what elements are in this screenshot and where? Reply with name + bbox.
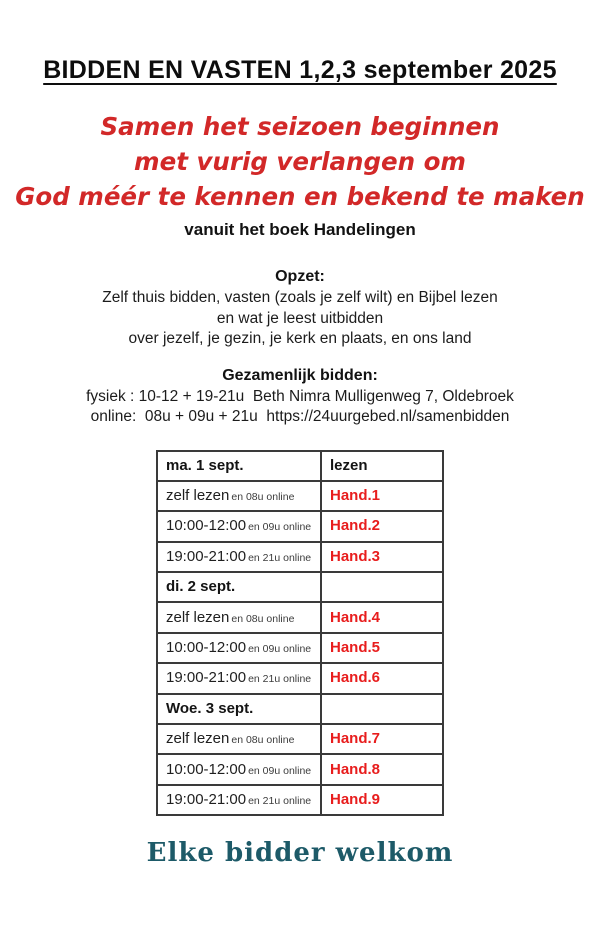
reading-label: Hand.9: [330, 790, 381, 808]
online-note: en 08u online: [231, 612, 295, 625]
online-note: en 09u online: [248, 643, 312, 656]
reading-cell: [321, 663, 443, 693]
online-note: en 21u online: [248, 673, 312, 686]
online-note: en 08u online: [231, 491, 295, 504]
page-title: BIDDEN EN VASTEN 1,2,3 september 2025: [43, 56, 557, 84]
table-row: [157, 481, 443, 511]
reading-cell: [321, 602, 443, 632]
day-cell: [157, 694, 321, 724]
tagline-line-3: God méér te kennen en bekend te maken: [15, 182, 585, 211]
time-label: zelf lezen: [166, 730, 230, 748]
footer-welcome-text: Elke bidder welkom: [146, 838, 454, 869]
time-label: 10:00-12:00: [166, 639, 247, 657]
reading-label: Hand.1: [330, 487, 381, 505]
day-label: Woe. 3 sept.: [166, 699, 254, 717]
section-gezamenlijk: [0, 367, 600, 428]
table-row-day-2: [157, 572, 443, 602]
reading-label: Hand.3: [330, 547, 381, 565]
online-note: en 21u online: [248, 794, 312, 807]
table-row: [157, 602, 443, 632]
gezamenlijk-fysiek-line: fysiek : 10-12 + 19-21u Beth Nimra Mulligenweg 7, Oldebroek: [86, 387, 514, 405]
time-cell: [157, 481, 321, 511]
time-cell: [157, 754, 321, 784]
time-cell: [157, 602, 321, 632]
time-cell: [157, 663, 321, 693]
empty-cell: [321, 694, 443, 724]
reading-cell: [321, 754, 443, 784]
time-label: 10:00-12:00: [166, 760, 247, 778]
reading-cell: [321, 785, 443, 815]
online-note: en 09u online: [248, 521, 312, 534]
tagline-line-2: met vurig verlangen om: [134, 147, 466, 176]
time-cell: [157, 511, 321, 541]
reading-label: Hand.4: [330, 608, 381, 626]
time-cell: [157, 542, 321, 572]
table-row: [157, 633, 443, 663]
opzet-line-1: Zelf thuis bidden, vasten (zoals je zelf wilt) en Bijbel lezen: [102, 289, 498, 306]
time-label: 19:00-21:00: [166, 790, 247, 808]
reading-label: Hand.5: [330, 639, 381, 657]
time-cell: [157, 633, 321, 663]
reading-cell: [321, 481, 443, 511]
reading-cell: [321, 633, 443, 663]
table-row: [157, 542, 443, 572]
table-row: [157, 663, 443, 693]
time-label: 19:00-21:00: [166, 547, 247, 565]
reading-label: Hand.6: [330, 669, 381, 687]
gezamenlijk-heading: Gezamenlijk bidden:: [222, 366, 378, 384]
time-label: zelf lezen: [166, 487, 230, 505]
day-cell: [157, 451, 321, 481]
empty-cell: [321, 572, 443, 602]
opzet-line-2: en wat je leest uitbidden: [216, 309, 384, 327]
tagline-line-1: Samen het seizoen beginnen: [100, 112, 500, 141]
table-row-day-1: [157, 451, 443, 481]
time-cell: [157, 785, 321, 815]
day-label: ma. 1 sept.: [166, 456, 244, 474]
tagline-subtitle: vanuit het boek Handelingen: [184, 220, 416, 239]
online-note: en 21u online: [248, 551, 312, 564]
reading-label: Hand.2: [330, 517, 381, 535]
online-note: en 09u online: [248, 764, 312, 777]
day-label: di. 2 sept.: [166, 578, 236, 596]
lezen-header-label: lezen: [330, 456, 368, 474]
gezamenlijk-online-line: online: 08u + 09u + 21u https://24uurgebed.nl/samenbidden: [90, 408, 510, 425]
time-label: 10:00-12:00: [166, 517, 247, 535]
online-note: en 08u online: [231, 734, 295, 747]
reading-cell: [321, 724, 443, 754]
table-row: [157, 724, 443, 754]
time-cell: [157, 724, 321, 754]
section-opzet: [0, 268, 600, 350]
tagline: [6, 109, 594, 214]
reading-label: Hand.7: [330, 730, 381, 748]
schedule-table: [156, 450, 444, 817]
table-row: [157, 511, 443, 541]
opzet-line-3: over jezelf, je gezin, je kerk en plaats, en ons land: [128, 330, 472, 347]
reading-header-cell: [321, 451, 443, 481]
time-label: 19:00-21:00: [166, 669, 247, 687]
table-row-day-3: [157, 694, 443, 724]
reading-label: Hand.8: [330, 760, 381, 778]
time-label: zelf lezen: [166, 608, 230, 626]
table-row: [157, 785, 443, 815]
opzet-heading: Opzet:: [275, 268, 325, 285]
day-cell: [157, 572, 321, 602]
reading-cell: [321, 511, 443, 541]
table-row: [157, 754, 443, 784]
reading-cell: [321, 542, 443, 572]
